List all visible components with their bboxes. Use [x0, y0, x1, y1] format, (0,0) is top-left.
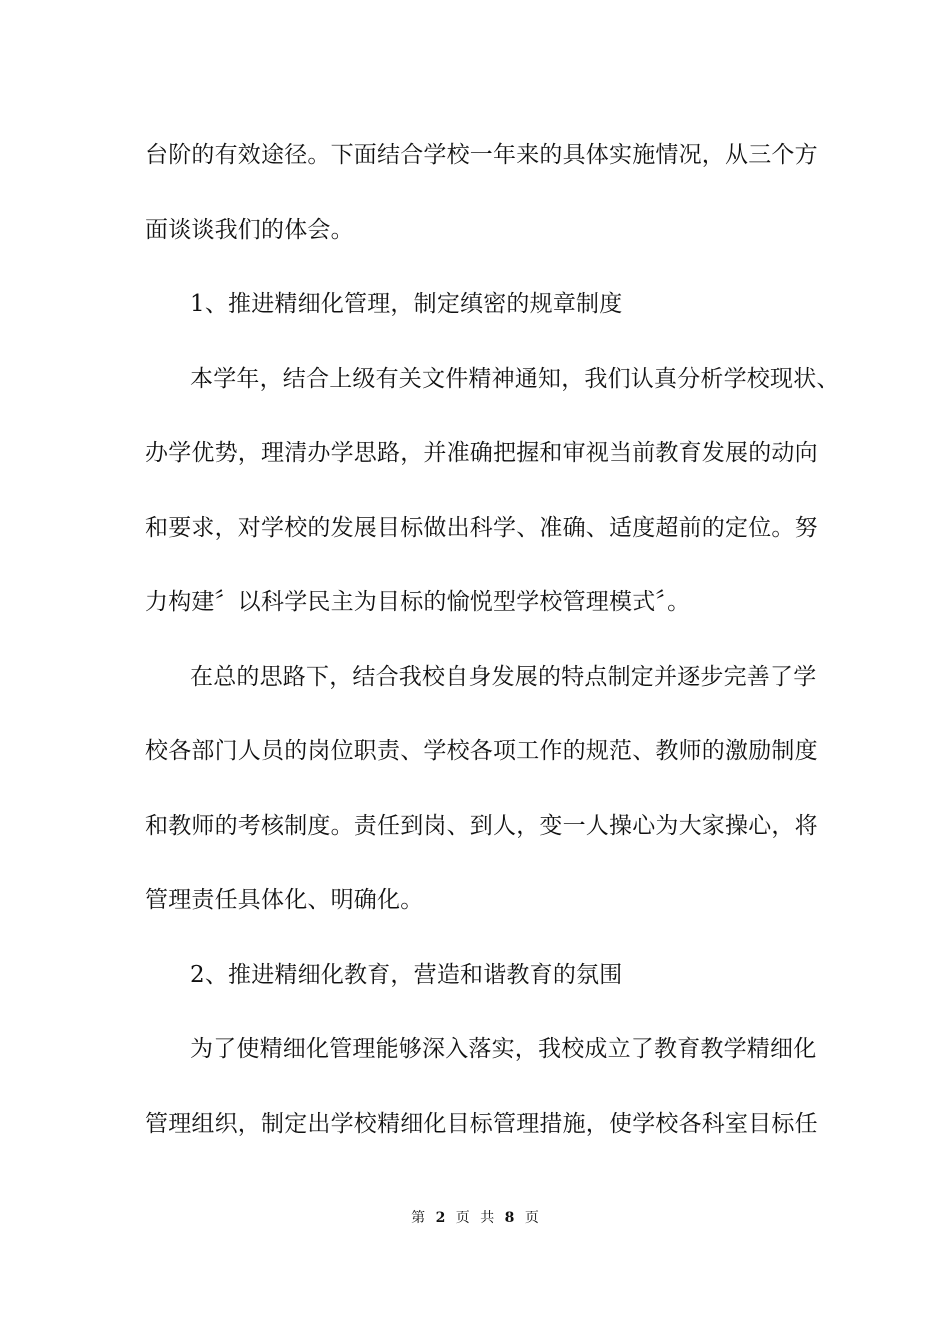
total-page-number: 8	[504, 1210, 515, 1226]
paragraph-line: 和教师的考核制度。责任到岗、到人，变一人操心为大家操心，将	[145, 813, 818, 839]
paragraph-line: 为了使精细化管理能够深入落实，我校成立了教育教学精细化	[190, 1036, 817, 1062]
paragraph-line: 面谈谈我们的体会。	[145, 217, 354, 243]
paragraph-line: 力构建〞以科学民主为目标的愉悦型学校管理模式〞。	[145, 589, 691, 615]
paragraph-line: 台阶的有效途径。下面结合学校一年来的具体实施情况，从三个方	[145, 142, 818, 168]
page-footer	[0, 1209, 950, 1227]
footer-suffix: 页	[524, 1210, 539, 1226]
paragraph-line: 管理组织，制定出学校精细化目标管理措施，使学校各科室目标任	[145, 1111, 818, 1137]
paragraph-line: 在总的思路下，结合我校自身发展的特点制定并逐步完善了学	[190, 664, 817, 690]
footer-page-label: 页	[455, 1210, 470, 1226]
current-page-number: 2	[435, 1210, 446, 1226]
paragraph-line: 和要求，对学校的发展目标做出科学、准确、适度超前的定位。努	[145, 515, 818, 541]
footer-prefix: 第	[411, 1210, 426, 1226]
paragraph-line: 办学优势，理清办学思路，并准确把握和审视当前教育发展的动向	[145, 440, 818, 466]
section-heading: 1、推进精细化管理，制定缜密的规章制度	[190, 291, 623, 317]
paragraph-line: 校各部门人员的岗位职责、学校各项工作的规范、教师的激励制度	[145, 738, 818, 764]
paragraph-line: 管理责任具体化、明确化。	[145, 887, 424, 913]
section-heading: 2、推进精细化教育，营造和谐教育的氛围	[190, 962, 623, 988]
footer-total-label: 共	[480, 1210, 495, 1226]
paragraph-line: 本学年，结合上级有关文件精神通知，我们认真分析学校现状、	[190, 366, 840, 392]
